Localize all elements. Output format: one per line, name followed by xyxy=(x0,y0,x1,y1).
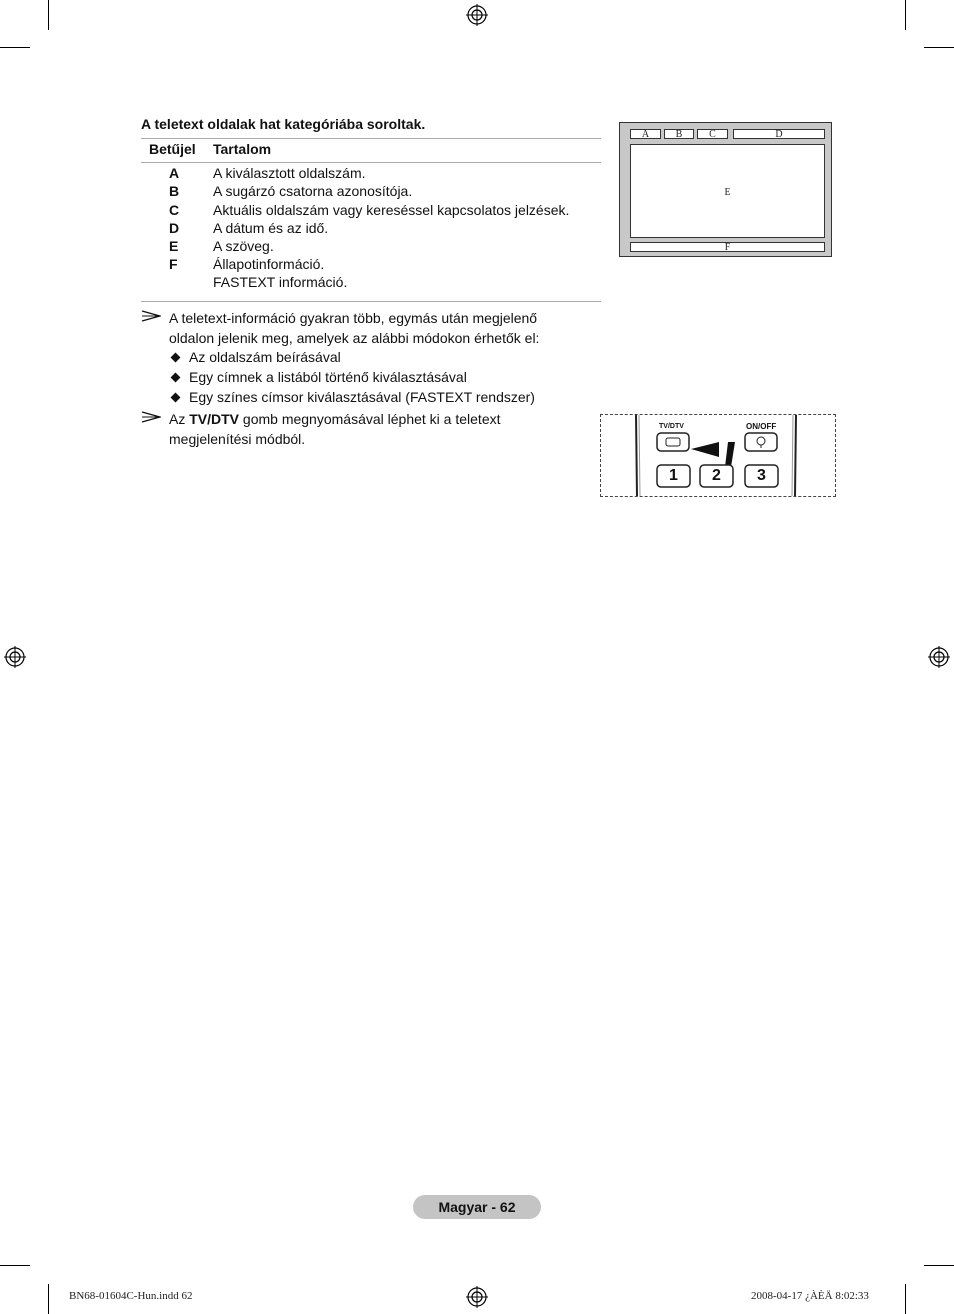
row-text: Aktuális oldalszám vagy kereséssel kapcsolatos jelzések. xyxy=(213,202,570,218)
note-bold-text: TV/DTV xyxy=(189,411,240,427)
row-letter: E xyxy=(169,238,179,254)
bullet-item xyxy=(170,349,341,365)
row-text: A dátum és az idő. xyxy=(213,220,329,236)
diagram-box-f: F xyxy=(630,242,825,252)
table-row xyxy=(141,220,611,238)
diagram-box-c: C xyxy=(697,129,728,139)
note-line: megjelenítési módból. xyxy=(169,431,306,447)
row-letter: A xyxy=(169,165,180,181)
crop-mark xyxy=(905,1284,906,1314)
bullet-text: Az oldalszám beírásával xyxy=(189,349,341,365)
section-heading: A teletext oldalak hat kategóriába soroltak. xyxy=(141,116,426,132)
row-letter: B xyxy=(169,183,180,199)
table-row xyxy=(141,238,611,256)
table-top-rule xyxy=(141,138,601,139)
row-text: A sugárzó csatorna azonosítója. xyxy=(213,183,413,199)
table-row xyxy=(141,202,611,220)
registration-mark-icon xyxy=(4,646,26,668)
note-arrow-icon xyxy=(141,309,161,323)
diamond-bullet-icon xyxy=(171,393,181,403)
table-row xyxy=(141,165,611,183)
table-row xyxy=(141,256,611,274)
bullet-item xyxy=(170,389,535,405)
row-text: Állapotinformáció. xyxy=(213,256,325,272)
row-text: A kiválasztott oldalszám. xyxy=(213,165,366,181)
teletext-screen-diagram xyxy=(619,122,832,257)
key-2: 2 xyxy=(712,467,721,484)
footer-timestamp: 2008-04-17 ¿ÀÈÄ 8:02:33 xyxy=(751,1290,869,1302)
diagram-label-e: E xyxy=(724,187,731,198)
key-3: 3 xyxy=(757,467,766,484)
table-header-letter: Betűjel xyxy=(149,141,196,157)
key-1: 1 xyxy=(669,467,678,484)
row-text: FASTEXT információ. xyxy=(213,274,348,290)
row-text: A szöveg. xyxy=(213,238,274,254)
table-bottom-rule xyxy=(141,301,601,302)
row-letter: C xyxy=(169,202,180,218)
note-text: gomb megnyomásával léphet ki a teletext xyxy=(239,411,501,427)
diamond-bullet-icon xyxy=(171,373,181,383)
table-row xyxy=(141,274,611,292)
note-paragraph xyxy=(141,308,601,348)
tvdtv-label: TV/DTV xyxy=(659,423,684,430)
footer-file-info: BN68-01604C-Hun.indd 62 xyxy=(69,1290,193,1302)
onoff-label: ON/OFF xyxy=(746,422,777,431)
note-line: A teletext-információ gyakran több, egymás után megjelenő xyxy=(169,310,538,326)
row-letter: F xyxy=(169,256,178,272)
note-text: Az xyxy=(169,411,190,427)
crop-mark xyxy=(905,0,906,30)
diagram-box-e xyxy=(630,144,825,238)
crop-mark xyxy=(0,1265,30,1266)
remote-illustration xyxy=(600,414,836,497)
note-paragraph xyxy=(141,409,601,449)
registration-mark-icon xyxy=(466,4,488,26)
diagram-box-a: A xyxy=(630,129,661,139)
page-number-badge: Magyar - 62 xyxy=(413,1195,541,1219)
table-header-content: Tartalom xyxy=(213,141,272,157)
crop-mark xyxy=(0,47,30,48)
table-header-rule xyxy=(141,162,601,163)
note-line: oldalon jelenik meg, amelyek az alábbi módokon érhetők el: xyxy=(169,330,540,346)
registration-mark-icon xyxy=(466,1286,488,1308)
crop-mark xyxy=(48,1284,49,1314)
table-row xyxy=(141,183,611,201)
crop-mark xyxy=(48,0,49,30)
note-arrow-icon xyxy=(141,410,161,424)
diagram-box-b: B xyxy=(664,129,694,139)
row-letter: D xyxy=(169,220,180,236)
crop-mark xyxy=(924,47,954,48)
registration-mark-icon xyxy=(928,646,950,668)
bullet-text: Egy címnek a listából történő kiválasztásával xyxy=(189,369,467,385)
crop-mark xyxy=(924,1265,954,1266)
bullet-item xyxy=(170,369,467,385)
bullet-text: Egy színes címsor kiválasztásával (FASTEXT rendszer) xyxy=(189,389,535,405)
diamond-bullet-icon xyxy=(171,353,181,363)
diagram-box-d: D xyxy=(733,129,825,139)
note-line xyxy=(169,409,501,429)
